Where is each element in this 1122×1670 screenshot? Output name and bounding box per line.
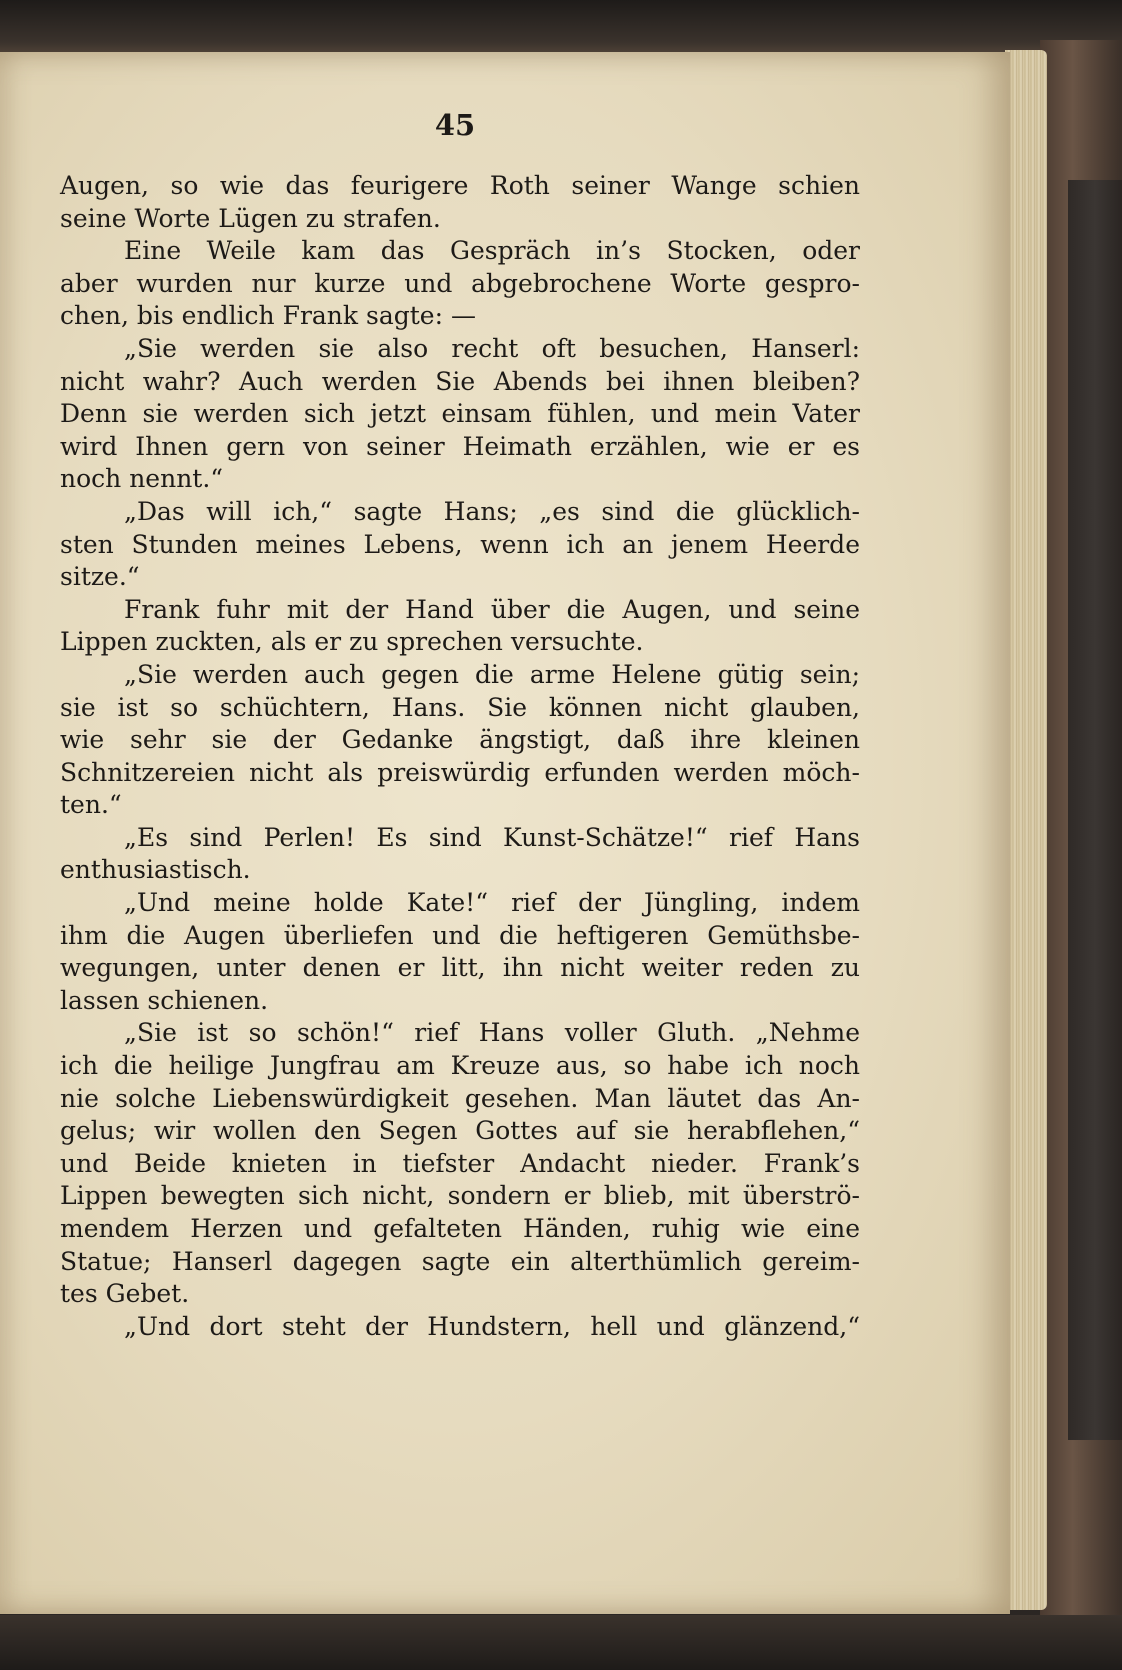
text-line: wird Ihnen gern von seiner Heimath erzählen, wie er es: [60, 431, 860, 461]
text-line: „Sie ist so schön!“ rief Hans voller Gluth. „Nehme: [124, 1018, 860, 1048]
text-line: Augen, so wie das feurigere Roth seiner Wange schien: [60, 171, 860, 200]
text-line: sitze.“: [60, 562, 140, 592]
book-spine: [1068, 180, 1122, 1440]
text-line: mendem Herzen und gefalteten Händen, ruhig wie eine: [60, 1214, 860, 1243]
text-line: tes Gebet.: [60, 1279, 190, 1309]
page-text: [60, 170, 860, 1343]
text-line: „Und dort steht der Hundstern, hell und glänzend,“: [124, 1311, 860, 1341]
page-number: 45: [434, 108, 476, 142]
text-line: noch nennt.“: [60, 464, 224, 494]
text-line: „Sie werden auch gegen die arme Helene gütig sein;: [124, 659, 860, 689]
text-line: nie solche Liebenswürdigkeit gesehen. Man läutet das An-: [60, 1083, 860, 1113]
text-line: Frank fuhr mit der Hand über die Augen, und seine: [124, 594, 860, 624]
book-cover-bottom: [0, 1615, 1122, 1670]
text-line: Schnitzereien nicht als preiswürdig erfunden werden möch-: [60, 757, 860, 787]
text-line: gelus; wir wollen den Segen Gottes auf sie herabflehen,“: [60, 1116, 860, 1146]
text-line: „Sie werden sie also recht oft besuchen, Hanserl:: [124, 333, 860, 363]
text-line: aber wurden nur kurze und abgebrochene Worte gespro-: [60, 268, 860, 298]
text-line: „Das will ich,“ sagte Hans; „es sind die glücklich-: [124, 496, 860, 526]
text-line: ten.“: [60, 790, 122, 820]
book-page: [0, 52, 1010, 1614]
text-line: sten Stunden meines Lebens, wenn ich an jenem Heerde: [60, 529, 860, 559]
text-line: seine Worte Lügen zu strafen.: [60, 203, 441, 233]
text-line: und Beide knieten in tiefster Andacht nieder. Frank’s: [60, 1148, 860, 1178]
text-line: chen, bis endlich Frank sagte: —: [60, 301, 476, 331]
text-line: enthusiastisch.: [60, 855, 251, 885]
text-line: wegungen, unter denen er litt, ihn nicht weiter reden zu: [60, 953, 860, 983]
book-cover-top: [0, 0, 1122, 60]
text-line: sie ist so schüchtern, Hans. Sie können nicht glauben,: [60, 692, 860, 722]
text-line: Eine Weile kam das Gespräch in’s Stocken, oder: [124, 236, 860, 266]
page-edges: [1005, 50, 1047, 1610]
text-line: Denn sie werden sich jetzt einsam fühlen, und mein Vater: [60, 399, 860, 429]
text-line: nicht wahr? Auch werden Sie Abends bei ihnen bleiben?: [60, 366, 860, 396]
text-line: Statue; Hanserl dagegen sagte ein alterthümlich gereim-: [60, 1246, 860, 1276]
text-line: „Es sind Perlen! Es sind Kunst-Schätze!“ rief Hans: [124, 822, 860, 852]
text-line: ihm die Augen überliefen und die heftigeren Gemüthsbe-: [60, 920, 860, 950]
text-line: ich die heilige Jungfrau am Kreuze aus, so habe ich noch: [60, 1051, 860, 1081]
text-line: wie sehr sie der Gedanke ängstigt, daß ihre kleinen: [60, 725, 860, 755]
text-line: „Und meine holde Kate!“ rief der Jüngling, indem: [124, 888, 860, 918]
text-line: Lippen bewegten sich nicht, sondern er blieb, mit überströ-: [60, 1181, 860, 1211]
text-line: Lippen zuckten, als er zu sprechen versuchte.: [60, 627, 644, 657]
text-line: lassen schienen.: [60, 985, 269, 1015]
